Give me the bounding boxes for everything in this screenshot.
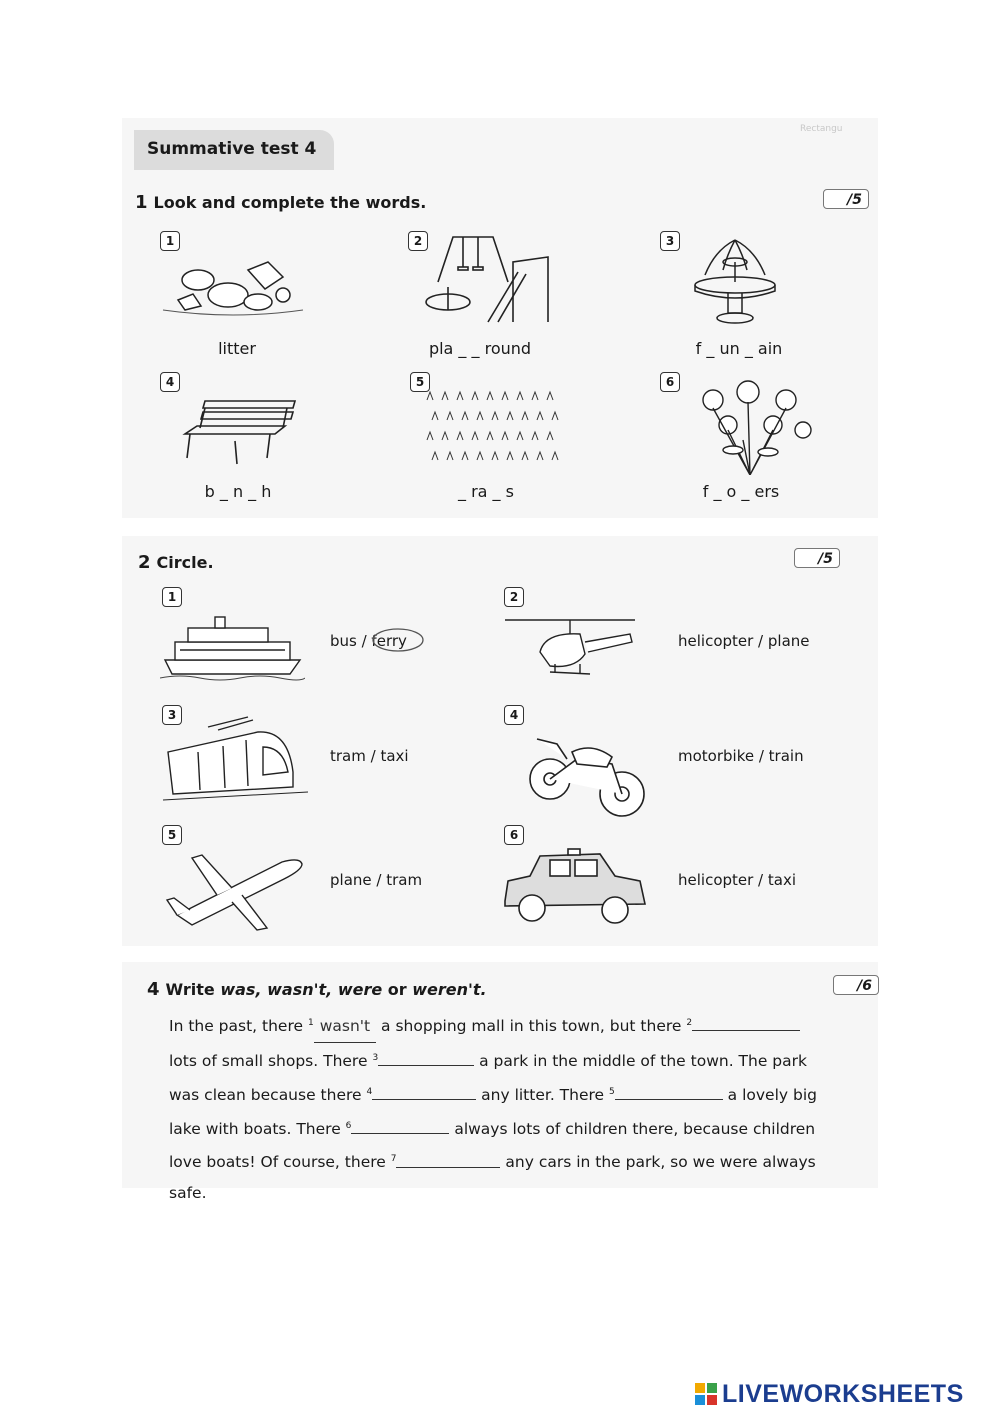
motorbike-icon	[522, 724, 650, 822]
word-answer: litter	[218, 339, 256, 358]
bench-icon	[175, 396, 300, 466]
score-box: /5	[794, 548, 840, 568]
exercise-number: 1	[135, 192, 148, 213]
gap-answer-1: wasn't	[314, 1011, 376, 1043]
exercise-instruction: Circle.	[156, 553, 214, 572]
item-number: 4	[160, 372, 180, 392]
item-number: 5	[162, 825, 182, 845]
plane-icon	[162, 850, 307, 932]
word-gap: b _ n _ h	[204, 482, 272, 501]
page-title: Summative test 4	[147, 139, 317, 159]
item-number: 4	[504, 705, 524, 725]
gap-input-5[interactable]	[615, 1085, 723, 1100]
gap-input-6[interactable]	[351, 1119, 449, 1134]
paragraph-text: safe.	[169, 1184, 207, 1203]
word-gap: f _ o _ ers	[702, 482, 780, 501]
tram-icon	[158, 712, 308, 804]
instruction-text: Write	[165, 980, 221, 999]
paragraph-text: was clean because there	[169, 1085, 367, 1104]
exercise-number: 4	[147, 979, 160, 1000]
gap-input-7[interactable]	[396, 1153, 500, 1168]
watermark-tag: Rectangu	[800, 124, 843, 134]
item-number: 6	[660, 372, 680, 392]
gap-number: 2	[686, 1018, 693, 1028]
gap-input-2[interactable]	[692, 1016, 800, 1031]
gap-number: 5	[609, 1086, 615, 1097]
word-option: wasn't,	[267, 980, 333, 999]
paragraph-text: always lots of children there, because children	[449, 1119, 816, 1138]
score-box: /6	[833, 975, 879, 995]
grass-icon	[422, 380, 564, 472]
paragraph-text: a lovely big	[722, 1085, 817, 1104]
item-number: 2	[504, 587, 524, 607]
gap-number: 3	[372, 1052, 379, 1063]
gap-number: 4	[366, 1086, 373, 1097]
choice-options[interactable]: bus / ferry	[330, 632, 407, 650]
helicopter-icon	[500, 612, 638, 690]
word-option: was,	[220, 980, 262, 999]
paragraph-text: love boats! Of course, there	[169, 1153, 391, 1172]
item-number: 3	[162, 705, 182, 725]
instruction-text: or	[382, 980, 413, 999]
paragraph-text: a shopping mall in this town, but there	[376, 1017, 687, 1036]
brand-logo[interactable]: LIVEWORKSHEETS	[722, 1380, 964, 1408]
gap-input-4[interactable]	[372, 1085, 476, 1100]
choice-options[interactable]: helicopter / taxi	[678, 871, 797, 889]
paragraph-text: a park in the middle of the town. The park	[474, 1052, 807, 1071]
exercise-instruction: Look and complete the words.	[153, 193, 427, 212]
gap-number: 1	[307, 1018, 314, 1028]
paragraph-text: any cars in the park, so we were always	[500, 1153, 816, 1172]
word-gap: _ ra _ s	[458, 482, 514, 501]
word-gap: pla _ _ round	[428, 339, 532, 358]
score-box: /5	[823, 189, 869, 209]
liveworksheets-logo-icon	[695, 1383, 717, 1405]
exercise-1-heading	[135, 192, 426, 213]
gap-input-3[interactable]	[378, 1051, 474, 1066]
litter-icon	[158, 250, 308, 320]
item-number: 1	[162, 587, 182, 607]
gap-number: 7	[390, 1154, 397, 1165]
ferry-icon	[160, 612, 305, 682]
choice-options[interactable]: plane / tram	[330, 871, 423, 889]
gap-fill-paragraph	[169, 1008, 869, 1209]
playground-icon	[418, 232, 563, 324]
exercise-2-heading	[138, 552, 214, 573]
paragraph-text: lake with boats. There	[169, 1119, 346, 1138]
taxi-icon	[500, 846, 648, 928]
item-number: 6	[504, 825, 524, 845]
paragraph-text: In the past, there	[169, 1017, 308, 1036]
choice-options[interactable]: helicopter / plane	[678, 632, 810, 650]
gap-number: 6	[345, 1120, 352, 1131]
item-number: 2	[408, 231, 428, 251]
paragraph-text: any litter. There	[476, 1085, 609, 1104]
choice-options[interactable]: tram / taxi	[330, 747, 409, 765]
item-number: 5	[410, 372, 430, 392]
answer-circle	[367, 626, 425, 654]
fountain-icon	[690, 230, 780, 325]
exercise-number: 2	[138, 552, 151, 573]
item-number: 3	[660, 231, 680, 251]
word-option: weren't.	[412, 980, 487, 999]
item-number: 1	[160, 231, 180, 251]
choice-options[interactable]: motorbike / train	[678, 747, 804, 765]
word-gap: f _ un _ ain	[695, 339, 783, 358]
flowers-icon	[688, 380, 818, 475]
exercise-4-heading	[147, 979, 487, 1000]
word-option: were	[337, 980, 383, 999]
paragraph-text: lots of small shops. There	[169, 1052, 373, 1071]
